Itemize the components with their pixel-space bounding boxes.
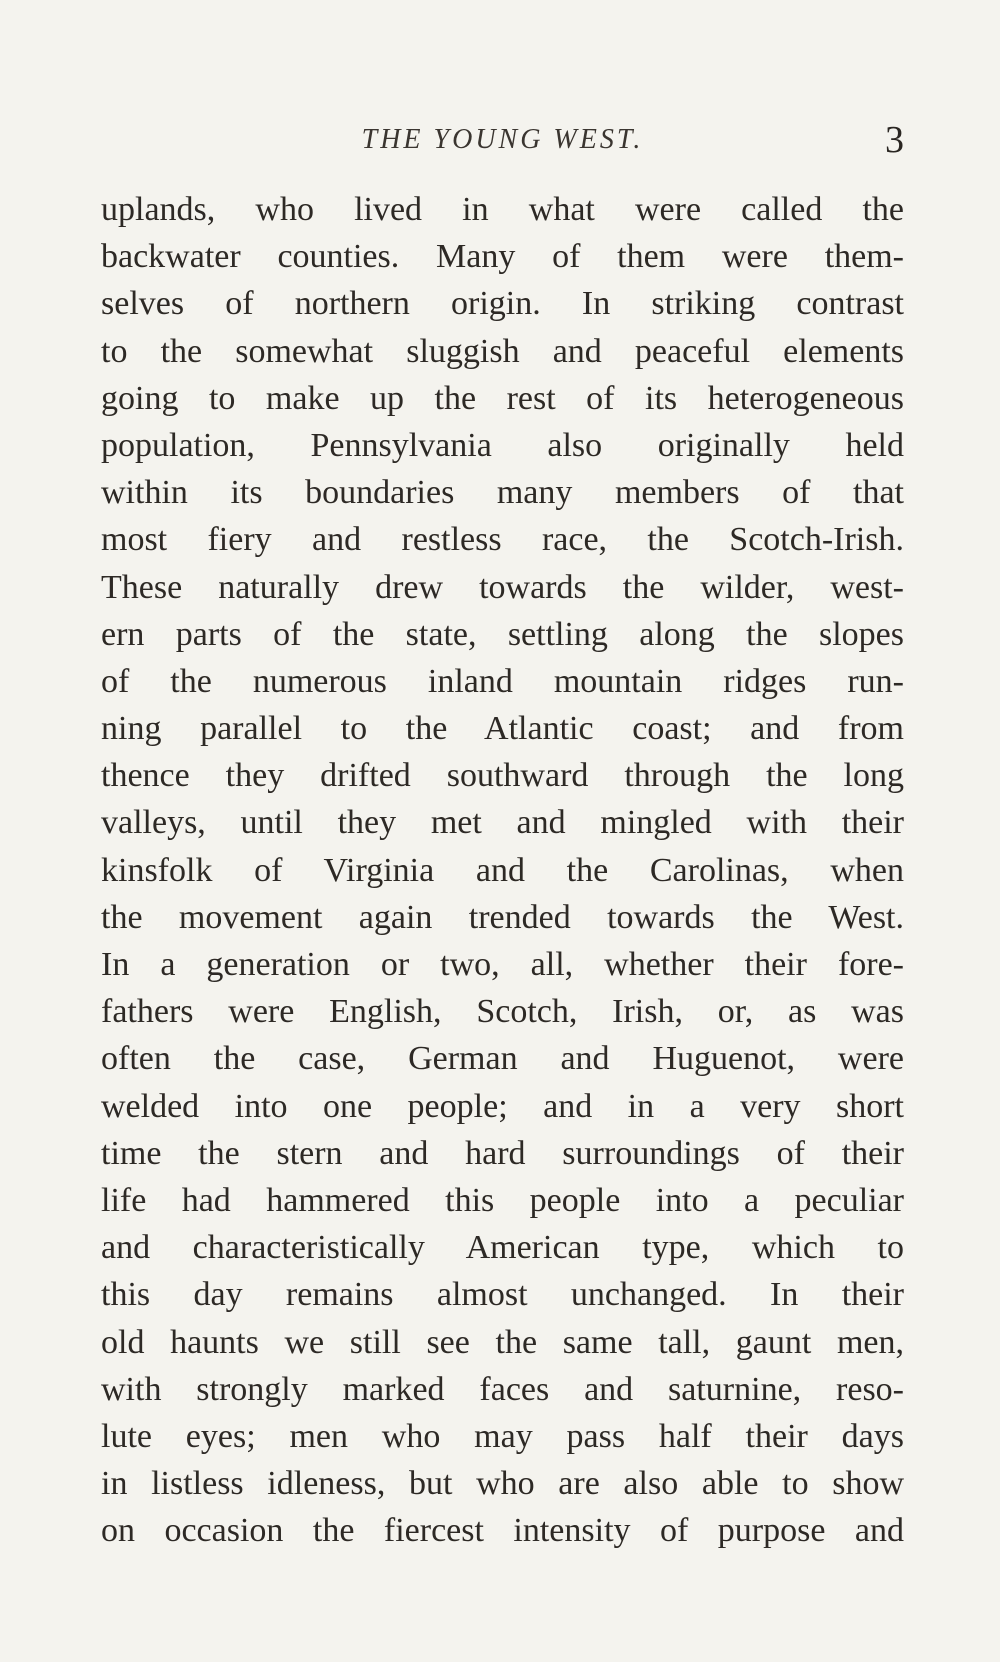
text-line: often the case, German and Huguenot, were	[101, 1040, 904, 1078]
text-line: most fiery and restless race, the Scotch-Irish.	[101, 521, 904, 559]
text-line: ning parallel to the Atlantic coast; and from	[101, 710, 904, 748]
text-line: ern parts of the state, settling along the slopes	[101, 615, 904, 653]
text-line: going to make up the rest of its heterogeneous	[101, 379, 904, 417]
text-line: with strongly marked faces and saturnine, reso-	[101, 1370, 904, 1408]
text-line: welded into one people; and in a very short	[101, 1087, 904, 1125]
body-text	[101, 186, 904, 1554]
text-line: lute eyes; men who may pass half their days	[101, 1417, 904, 1455]
page-number: 3	[885, 119, 904, 161]
text-line: old haunts we still see the same tall, gaunt men,	[101, 1323, 904, 1361]
text-line: of the numerous inland mountain ridges run-	[101, 662, 904, 700]
text-line: valleys, until they met and mingled with their	[101, 804, 904, 842]
text-line: and characteristically American type, which to	[101, 1229, 904, 1267]
running-head	[101, 118, 904, 161]
text-line: selves of northern origin. In striking contrast	[101, 285, 904, 323]
text-line: fathers were English, Scotch, Irish, or, as was	[101, 993, 904, 1031]
running-title: THE YOUNG WEST.	[361, 124, 644, 155]
text-line: population, Pennsylvania also originally held	[101, 426, 904, 464]
text-line: In a generation or two, all, whether their fore-	[101, 946, 904, 983]
text-line: uplands, who lived in what were called the	[101, 191, 904, 228]
text-line: within its boundaries many members of that	[101, 474, 904, 512]
text-line: this day remains almost unchanged. In their	[101, 1276, 904, 1314]
text-line: life had hammered this people into a peculiar	[101, 1181, 904, 1219]
text-line: the movement again trended towards the West.	[101, 898, 904, 936]
text-line: on occasion the fiercest intensity of purpose and	[101, 1512, 904, 1550]
text-line: backwater counties. Many of them were them-	[101, 238, 904, 276]
text-line: thence they drifted southward through the long	[101, 757, 904, 795]
text-line: time the stern and hard surroundings of their	[101, 1134, 904, 1172]
text-line: These naturally drew towards the wilder, west-	[101, 568, 904, 606]
text-line: in listless idleness, but who are also able to show	[101, 1465, 904, 1503]
text-line: to the somewhat sluggish and peaceful elements	[101, 332, 904, 370]
text-line: kinsfolk of Virginia and the Carolinas, when	[101, 851, 904, 889]
